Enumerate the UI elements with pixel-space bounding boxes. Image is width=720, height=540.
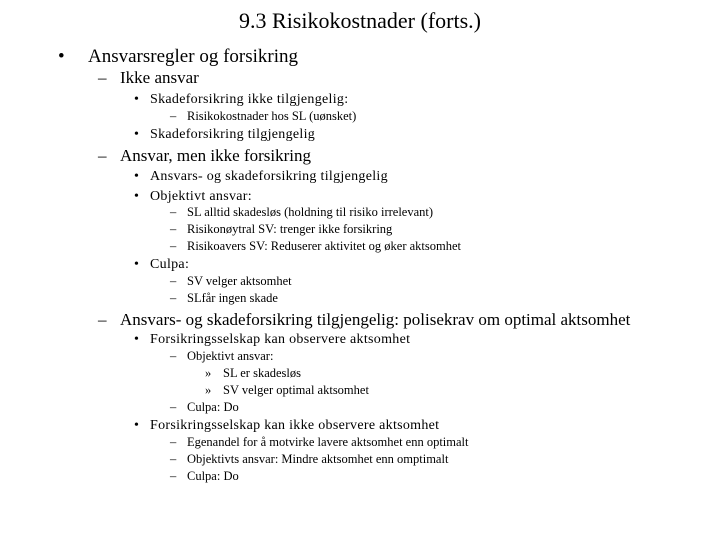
outline-item: Ansvars- og skadeforsikring tilgjengelig: polisekrav om optimal aktsomhet [120,310,631,329]
outline-item: Ansvars- og skadeforsikring tilgjengelig [150,169,388,184]
slide-title: 9.3 Risikokostnader (forts.) [239,8,481,33]
bullet-marker: • [134,257,140,272]
outline-item: Culpa: [150,257,190,272]
outline-item: Skadeforsikring ikke tilgjengelig: [150,92,349,107]
bullet-marker: • [134,418,140,433]
outline-item: Risikokostnader hos SL (uønsket) [187,109,357,123]
outline-item: Ansvar, men ikke forsikring [120,146,312,165]
dash-marker: – [170,400,177,414]
bullet-marker: • [134,127,140,142]
outline-item: Ansvarsregler og forsikring [88,46,299,67]
outline-item: Risikonøytral SV: trenger ikke forsikring [187,222,393,236]
outline-item: SLfår ingen skade [187,291,278,305]
outline-item: SV velger optimal aktsomhet [223,383,369,397]
outline-item: Skadeforsikring tilgjengelig [150,127,316,142]
outline-item: Forsikringsselskap kan observere aktsomhet [150,332,411,347]
outline-item: Egenandel for å motvirke lavere aktsomhet enn optimalt [187,435,469,449]
outline-item: Ikke ansvar [120,68,199,87]
bullet-marker: • [134,189,140,204]
dash-marker: – [98,68,107,87]
dash-marker: – [170,349,177,363]
dash-marker: – [98,310,107,329]
dash-marker: – [170,469,177,483]
outline-item: SL er skadesløs [223,366,301,380]
outline-item: Forsikringsselskap kan ikke observere aktsomhet [150,418,440,433]
outline-item: Risikoavers SV: Reduserer aktivitet og øker aktsomhet [187,239,462,253]
dash-marker: – [170,205,177,219]
outline-item: SV velger aktsomhet [187,274,292,288]
outline-item: Objektivt ansvar: [187,349,274,363]
dash-marker: – [170,435,177,449]
bullet-marker: • [134,332,140,347]
dash-marker: – [170,274,177,288]
dash-marker: – [170,452,177,466]
outline-item: Objektivts ansvar: Mindre aktsomhet enn omptimalt [187,452,449,466]
bullet-marker: • [134,169,140,184]
outline-item: Culpa: Do [187,469,239,483]
dash-marker: – [170,239,177,253]
raquo-marker: » [205,383,212,397]
dash-marker: – [170,109,177,123]
raquo-marker: » [205,366,212,380]
outline-item: SL alltid skadesløs (holdning til risiko irrelevant) [187,205,434,219]
outline-item: Objektivt ansvar: [150,189,252,204]
dash-marker: – [98,146,107,165]
dash-marker: – [170,222,177,236]
outline-item: Culpa: Do [187,400,239,414]
dash-marker: – [170,291,177,305]
bullet-marker: • [134,92,140,107]
bullet-marker: • [58,46,65,67]
